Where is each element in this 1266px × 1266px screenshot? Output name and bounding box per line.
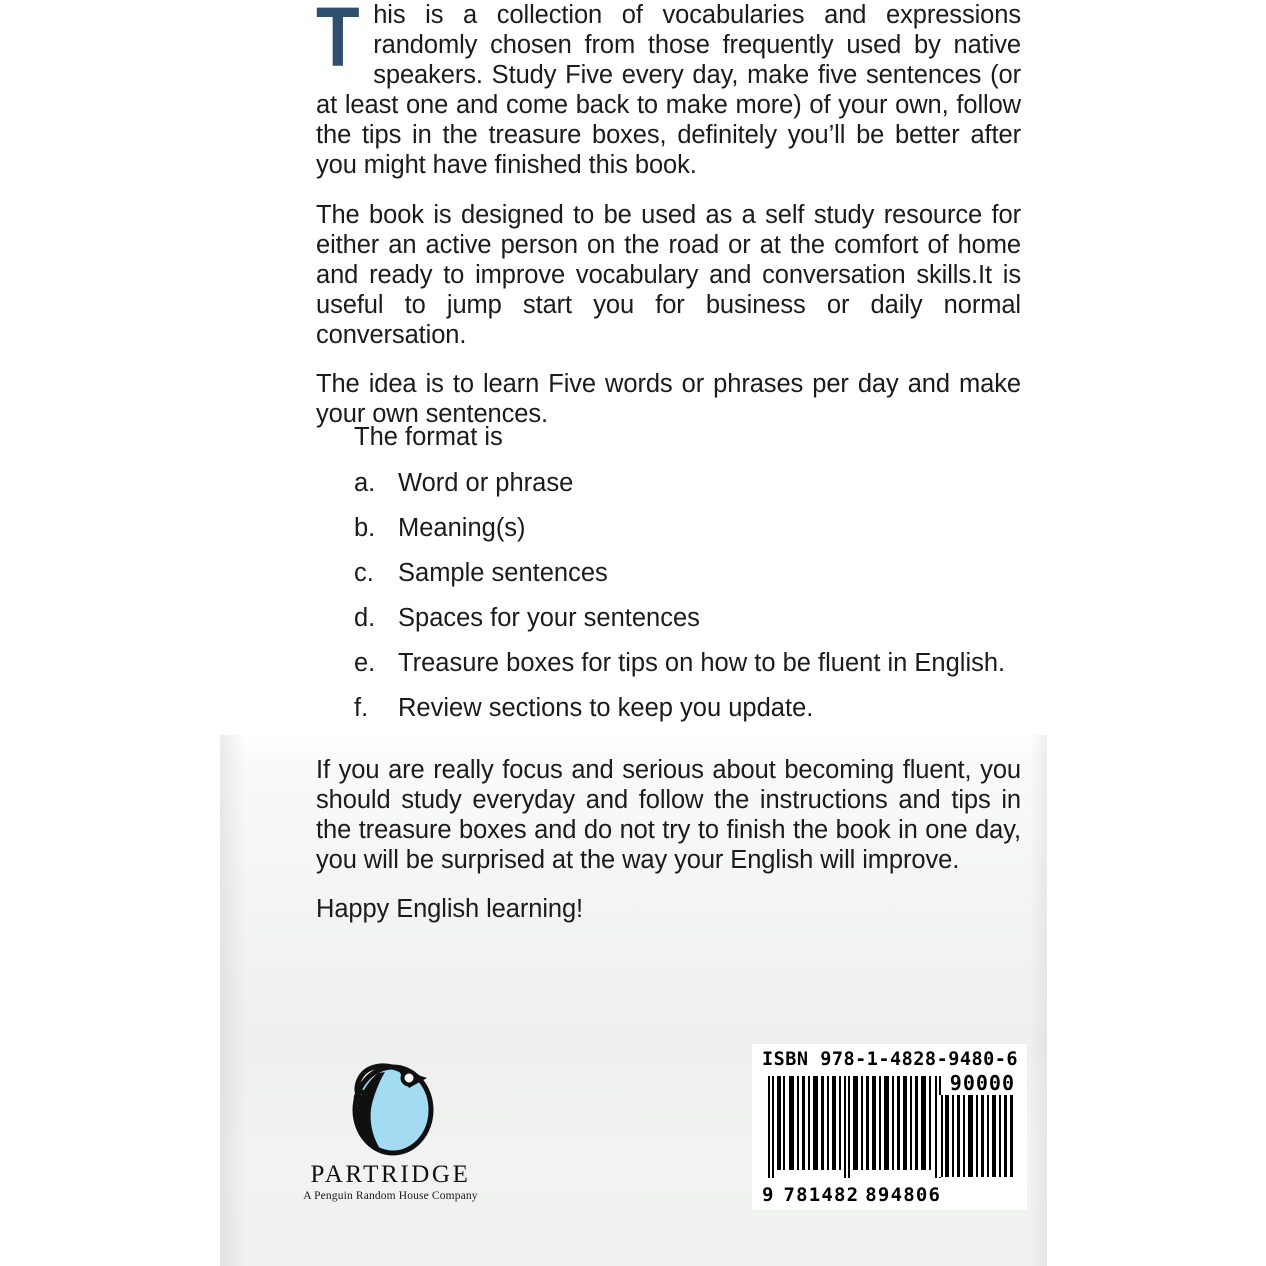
format-section-title: The format is — [354, 423, 503, 451]
price-addon — [939, 1070, 1015, 1177]
list-item-label: Sample sentences — [398, 559, 608, 587]
list-item-label: Spaces for your sentences — [398, 604, 700, 632]
list-item-label: Treasure boxes for tips on how to be fluent in English. — [398, 649, 1006, 677]
publisher-tagline: A Penguin Random House Company — [303, 1190, 478, 1202]
drop-cap-letter: T — [316, 0, 360, 84]
lead-paragraph — [316, 0, 1021, 180]
isbn-barcode-block — [752, 1044, 1027, 1210]
list-item — [354, 693, 1034, 723]
list-item-marker: a. — [354, 469, 376, 497]
ean5-addon-bars-icon — [939, 1095, 1015, 1177]
ean-human-readable — [762, 1183, 952, 1206]
closing-copy — [316, 755, 1021, 924]
list-item-marker: f. — [354, 694, 369, 722]
list-item-label: Meaning(s) — [398, 514, 526, 542]
partridge-bird-icon — [335, 1048, 447, 1156]
ean-group-2: 894806 — [865, 1183, 942, 1206]
list-item — [354, 468, 1034, 498]
list-item — [354, 558, 1034, 588]
format-section — [354, 422, 1034, 738]
paragraph-self-study: The book is designed to be used as a self study resource for either an active person on the road or at the comfort of home and ready to improve vocabulary and conversation skills.It is useful to jump start you for business or daily normal conversation. — [316, 201, 1021, 349]
ean-lead-digit: 9 — [762, 1183, 774, 1206]
price-addon-digits: 90000 — [949, 1070, 1015, 1095]
list-item-marker: d. — [354, 604, 376, 632]
list-item-marker: b. — [354, 514, 376, 542]
list-item — [354, 513, 1034, 543]
list-item-label: Review sections to keep you update. — [398, 694, 814, 722]
ean13-bars-icon — [766, 1076, 946, 1178]
list-item-marker: e. — [354, 649, 376, 677]
paragraph-five-words: The idea is to learn Five words or phrases per day and make your own sentences. — [316, 370, 1021, 428]
publisher-wordmark: PARTRIDGE — [310, 1161, 471, 1188]
publisher-logo — [303, 1048, 478, 1203]
list-item-label: Word or phrase — [398, 469, 574, 497]
list-item — [354, 648, 1034, 678]
format-item-list — [354, 468, 1034, 723]
barcode-graphic — [762, 1070, 1017, 1206]
list-item — [354, 603, 1034, 633]
lead-paragraph-text: his is a collection of vocabularies and expressions randomly chosen from those frequently used by native speakers. Study Five every day, make five sentences (or at least one and come back to make more) of your own, follow the tips in the treasure boxes, definitely you’ll be better after you might have finished this book. — [316, 1, 1021, 179]
happy-learning-line: Happy English learning! — [316, 895, 584, 923]
ean-group-1: 781482 — [783, 1183, 860, 1206]
isbn-label: ISBN 978-1-4828-9480-6 — [762, 1049, 1019, 1070]
list-item-marker: c. — [354, 559, 374, 587]
body-copy — [316, 0, 1021, 429]
closing-paragraph: If you are really focus and serious about becoming fluent, you should study everyday and follow the instructions and tips in the treasure boxes and do not try to finish the book in one day, you will be surprised at the way your English will improve. — [316, 756, 1021, 874]
